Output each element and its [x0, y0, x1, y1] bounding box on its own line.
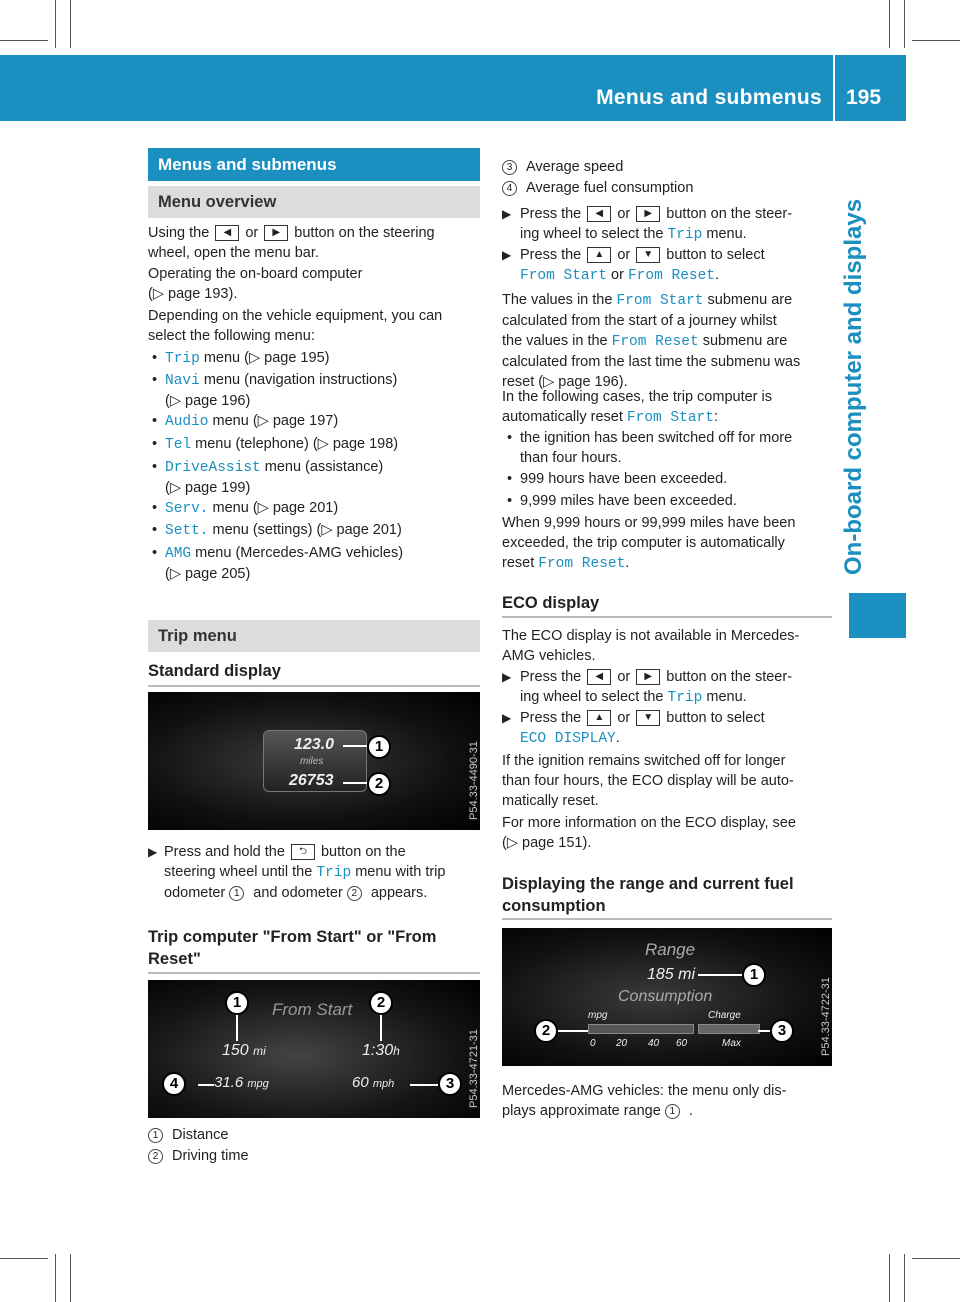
callout-line: [343, 782, 367, 784]
subsection-heading-text: Menu overview: [158, 193, 277, 211]
callout-1-icon: 1: [148, 1128, 163, 1143]
crop-mark: [0, 1258, 48, 1259]
callout-line: [758, 1030, 770, 1032]
paragraph: If the ignition remains switched off for longer than four hours, the ECO display will be auto- matically reset.: [502, 753, 794, 809]
crop-mark: [55, 1254, 56, 1302]
list-item: • 999 hours have been exceeded.: [520, 469, 727, 489]
callout-line: [343, 745, 367, 747]
crop-mark: [912, 40, 960, 41]
instruction-step: Press the ◀ or ▶ button on the steer- ing wheel to select the Trip menu.: [520, 669, 793, 706]
mpg-label: mpg: [588, 1010, 608, 1021]
right-arrow-key-icon: ▶: [636, 669, 660, 685]
callout-line: [380, 1013, 382, 1041]
heading: Trip computer "From Start" or "From Reset": [148, 928, 437, 968]
left-arrow-key-icon: ◀: [215, 225, 239, 241]
menu-list-item: • AMG menu (Mercedes-AMG vehicles) (▷ page 205): [165, 543, 480, 584]
crop-mark: [912, 1258, 960, 1259]
heading: Standard display: [148, 662, 281, 680]
consumption-bar: [588, 1024, 694, 1034]
instruction-step: Press the ▲ or ▼ button to select From Start or From Reset.: [520, 247, 765, 284]
distance-value: 150 mi: [222, 1042, 266, 1059]
callout-3: 3: [438, 1072, 462, 1096]
scale-tick: 20: [616, 1038, 628, 1049]
scale-tick: 0: [590, 1038, 596, 1049]
page-number: 195: [846, 86, 882, 109]
trip-computer-figure: From Start 150 mi 1:30h 31.6 mpg 60 mph 1 2 4 3 P54.33-4721-31: [148, 980, 480, 1118]
paragraph: The values in the From Start submenu are calculated from the start of a journey whilst the values in the From Reset submenu are calculated from the last time the submenu was reset (▷ page 196).: [502, 292, 801, 390]
heading-rule: [502, 918, 832, 920]
callout-1: 1: [367, 735, 391, 759]
crop-mark: [55, 0, 56, 48]
callout-2-icon: 2: [347, 886, 362, 901]
consumption-value: 31.6 mpg: [214, 1074, 269, 1091]
paragraph: For more information on the ECO display, see (▷ page 151).: [502, 815, 796, 851]
max-label: Max: [722, 1038, 741, 1049]
callout-1-icon: 1: [665, 1104, 680, 1119]
crop-mark: [904, 0, 905, 48]
callout-1-icon: 1: [229, 886, 244, 901]
charge-bar: [698, 1024, 760, 1034]
right-arrow-key-icon: ▶: [264, 225, 288, 241]
menu-list-item: • Tel menu (telephone) (▷ page 198): [165, 434, 480, 455]
back-button-icon: ⮌: [291, 844, 315, 860]
header-title: Menus and submenus: [596, 86, 822, 109]
step-arrow-icon: ▶: [502, 670, 512, 684]
submenu-title: From Start: [272, 1000, 353, 1019]
speed-value: 60 mph: [352, 1074, 395, 1091]
side-tab-marker: [849, 593, 906, 638]
crop-mark: [889, 0, 890, 48]
scale-tick: 60: [676, 1038, 688, 1049]
callout-line: [410, 1084, 438, 1086]
menu-list-item: • Serv. menu (▷ page 201): [165, 498, 480, 519]
range-label: Range: [645, 940, 696, 959]
legend-item-1: 1 Distance: [148, 1125, 228, 1145]
callout-4-icon: 4: [502, 181, 517, 196]
paragraph: The ECO display is not available in Mercedes- AMG vehicles.: [502, 628, 800, 664]
crop-mark: [70, 1254, 71, 1302]
menu-list-item: • Navi menu (navigation instructions) (▷ page 196): [165, 370, 480, 411]
callout-1: 1: [742, 963, 766, 987]
down-arrow-key-icon: ▼: [636, 247, 660, 263]
subsection-heading: [148, 186, 480, 218]
odometer-value: 26753: [289, 772, 334, 789]
instruction-step: Press the ◀ or ▶ button on the steer- ing wheel to select the Trip menu.: [520, 206, 793, 243]
step-arrow-icon: ▶: [502, 207, 512, 221]
side-tab-label: On-board computer and displays: [840, 198, 867, 575]
driving-time-value: 1:30h: [362, 1042, 400, 1059]
menu-list-item: • Sett. menu (settings) (▷ page 201): [165, 520, 480, 541]
crop-mark: [0, 40, 48, 41]
menu-list-item: • Audio menu (▷ page 197): [165, 411, 480, 432]
section-heading: [148, 148, 480, 181]
paragraph: Mercedes-AMG vehicles: the menu only dis- plays approximate range 1 .: [502, 1083, 787, 1119]
callout-2-icon: 2: [148, 1149, 163, 1164]
heading: ECO display: [502, 594, 600, 612]
instruction-step: Press the ▲ or ▼ button to select ECO DISPLAY.: [520, 710, 765, 747]
header-divider: [833, 55, 835, 121]
left-arrow-key-icon: ◀: [587, 206, 611, 222]
step-arrow-icon: ▶: [502, 711, 512, 725]
paragraph: Using the ◀ or ▶ button on the steering wheel, open the menu bar.: [148, 225, 435, 261]
left-arrow-key-icon: ◀: [587, 669, 611, 685]
right-arrow-key-icon: ▶: [636, 206, 660, 222]
callout-3-icon: 3: [502, 160, 517, 175]
callout-line: [236, 1013, 238, 1041]
paragraph: Depending on the vehicle equipment, you can select the following menu:: [148, 308, 443, 344]
callout-3: 3: [770, 1019, 794, 1043]
heading-rule: [148, 685, 480, 687]
legend-item-2: 2 Driving time: [148, 1146, 249, 1166]
paragraph: Operating the on-board computer (▷ page 193).: [148, 266, 363, 302]
callout-4: 4: [162, 1072, 186, 1096]
list-item: • the ignition has been switched off for more than four hours.: [520, 428, 838, 468]
paragraph: When 9,999 hours or 99,999 miles have been exceeded, the trip computer is automatically reset From Reset.: [502, 515, 796, 572]
down-arrow-key-icon: ▼: [636, 710, 660, 726]
menu-list-item: • DriveAssist menu (assistance) (▷ page 199): [165, 457, 480, 498]
consumption-label: Consumption: [618, 988, 713, 1005]
callout-line: [698, 974, 742, 976]
heading-rule: [502, 616, 832, 618]
subsection-heading-text: Trip menu: [158, 627, 237, 645]
menu-list-item: • Trip menu (▷ page 195): [165, 348, 480, 369]
trip-odometer-value: 123.0: [294, 736, 335, 753]
section-heading-text: Menus and submenus: [158, 155, 337, 174]
standard-display-figure: 123.0 miles 26753 1 2 P54.33-4490-31: [148, 692, 480, 830]
step-arrow-icon: ▶: [148, 845, 158, 859]
heading-rule: [148, 972, 480, 974]
crop-mark: [889, 1254, 890, 1302]
callout-2: 2: [367, 772, 391, 796]
scale-tick: 40: [648, 1038, 660, 1049]
up-arrow-key-icon: ▲: [587, 710, 611, 726]
crop-mark: [70, 0, 71, 48]
range-value: 185 mi: [647, 966, 696, 983]
heading: Displaying the range and current fuel consumption: [502, 875, 794, 915]
range-consumption-figure: Range 185 mi Consumption mpg Charge 0 20 40 60 Max 1 2 3 P54.33-4722-31: [502, 928, 832, 1066]
crop-mark: [904, 1254, 905, 1302]
instruction-step: Press and hold the ⮌ button on the steering wheel until the Trip menu with trip odometer 1 and odometer 2 appears.: [164, 844, 446, 901]
legend-item-4: 4 Average fuel consumption: [502, 178, 693, 198]
list-item: • 9,999 miles have been exceeded.: [520, 491, 737, 511]
callout-line: [198, 1084, 214, 1086]
paragraph: In the following cases, the trip computer is automatically reset From Start:: [502, 389, 772, 426]
up-arrow-key-icon: ▲: [587, 247, 611, 263]
unit-label: miles: [300, 756, 324, 767]
legend-item-3: 3 Average speed: [502, 157, 623, 177]
callout-line: [558, 1030, 588, 1032]
callout-2: 2: [369, 991, 393, 1015]
callout-1: 1: [225, 991, 249, 1015]
step-arrow-icon: ▶: [502, 248, 512, 262]
charge-label: Charge: [708, 1010, 741, 1021]
callout-2: 2: [534, 1019, 558, 1043]
subsection-heading: [148, 620, 480, 652]
